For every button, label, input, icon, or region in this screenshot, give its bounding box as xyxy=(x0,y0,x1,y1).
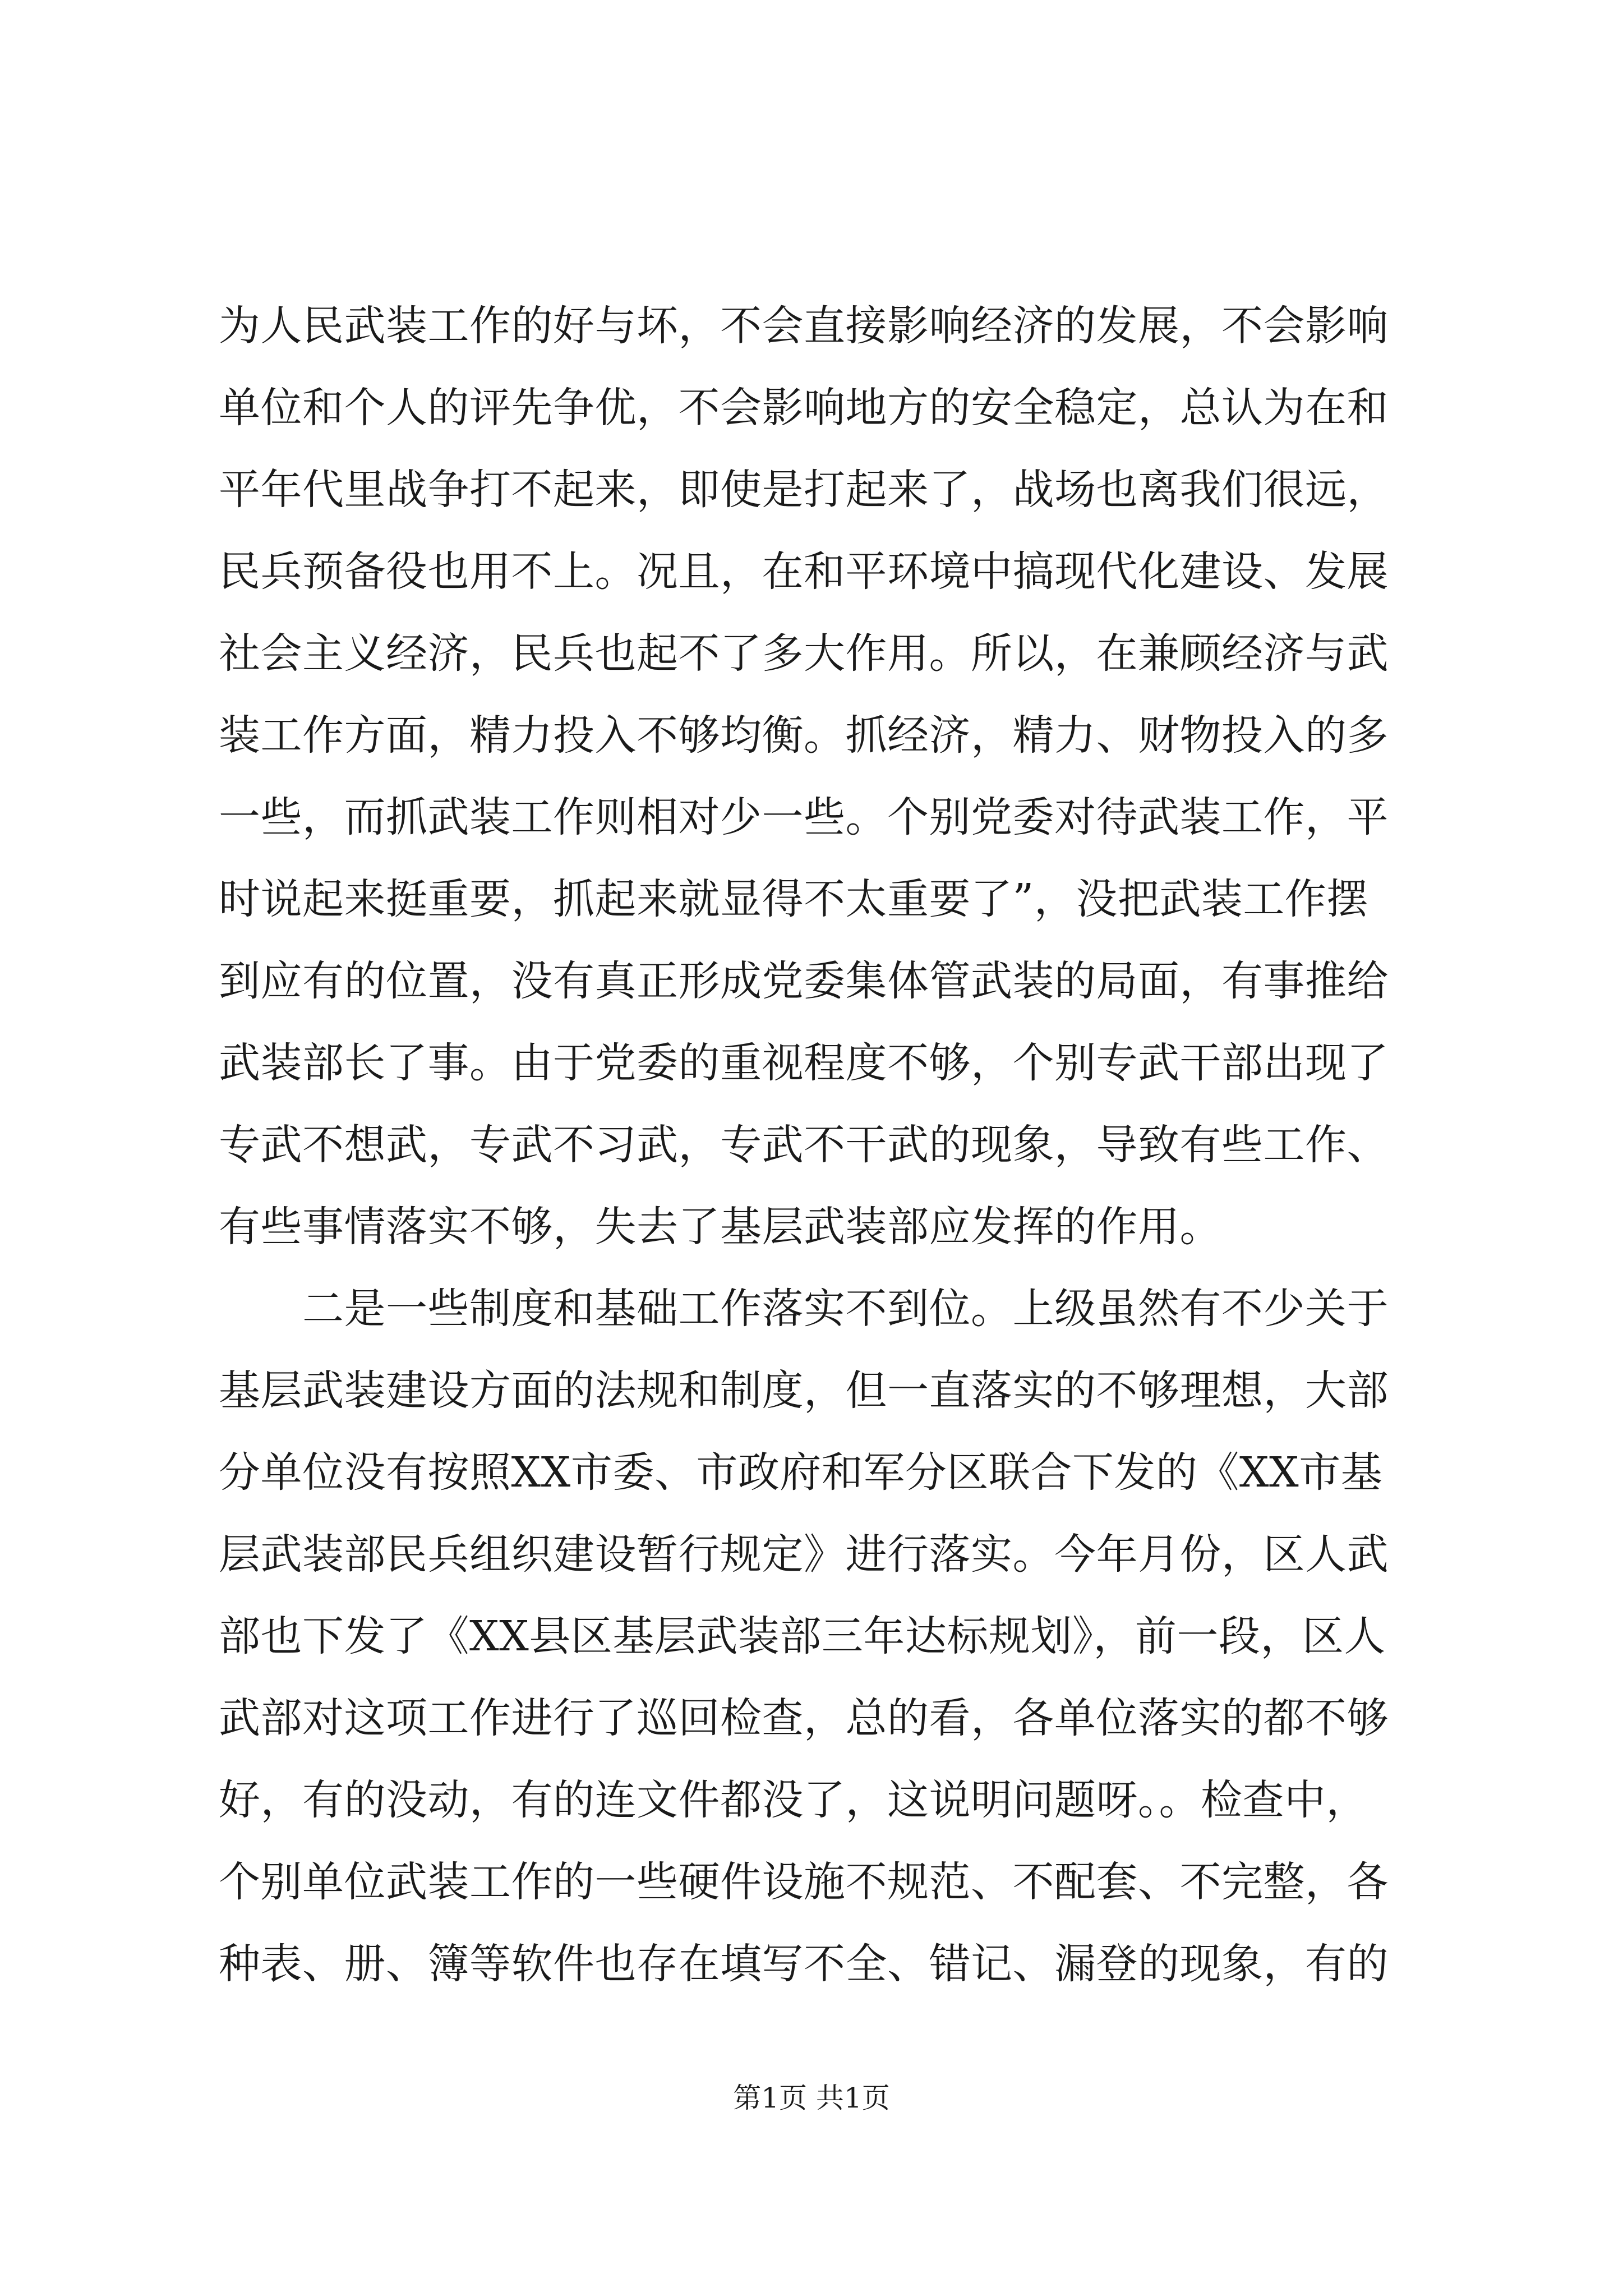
text-line: 为人民武装工作的好与坏，不会直接影响经济的发展，不会影响 xyxy=(219,302,1389,350)
text-line: 一些，而抓武装工作则相对少一些。个别党委对待武装工作，平 xyxy=(219,793,1389,841)
text-line: 种表、册、簿等软件也存在填写不全、错记、漏登的现象，有的 xyxy=(219,1940,1389,1988)
text-line: 民兵预备役也用不上。况且，在和平环境中搞现代化建设、发展 xyxy=(219,547,1389,596)
text-line: 个别单位武装工作的一些硬件设施不规范、不配套、不完整，各 xyxy=(219,1858,1389,1906)
text-line: 部也下发了《XX县区基层武装部三年达标规划》，前一段，区人 xyxy=(219,1612,1386,1660)
document-body xyxy=(219,285,1419,2005)
text-line: 分单位没有按照XX市委、市政府和军分区联合下发的《XX市基 xyxy=(219,1448,1383,1497)
text-line: 单位和个人的评先争优，不会影响地方的安全稳定，总认为在和 xyxy=(219,384,1389,432)
text-line: 装工作方面，精力投入不够均衡。抓经济，精力、财物投入的多 xyxy=(219,711,1389,760)
text-line: 武部对这项工作进行了巡回检查，总的看，各单位落实的都不够 xyxy=(219,1694,1389,1742)
text-line: 到应有的位置，没有真正形成党委集体管武装的局面，有事推给 xyxy=(219,957,1389,1005)
text-line: 好，有的没动，有的连文件都没了，这说明问题呀。。检查中， xyxy=(219,1776,1368,1824)
text-line: 时说起来挺重要，抓起来就显得不太重要了”，没把武装工作摆 xyxy=(219,875,1368,923)
text-line: 有些事情落实不够，失去了基层武装部应发挥的作用。 xyxy=(219,1203,1221,1251)
page-footer: 第1页 共1页 xyxy=(733,2082,890,2114)
text-line: 平年代里战争打不起来，即使是打起来了，战场也离我们很远， xyxy=(219,466,1389,514)
text-line: 武装部长了事。由于党委的重视程度不够，个别专武干部出现了 xyxy=(219,1039,1389,1087)
paragraph-start-line: 二是一些制度和基础工作落实不到位。上级虽然有不少关于 xyxy=(219,1285,1389,1333)
text-line: 基层武装建设方面的法规和制度，但一直落实的不够理想，大部 xyxy=(219,1366,1389,1415)
text-line: 社会主义经济，民兵也起不了多大作用。所以，在兼顾经济与武 xyxy=(219,629,1389,678)
text-line: 层武装部民兵组织建设暂行规定》进行落实。今年月份，区人武 xyxy=(219,1530,1389,1579)
text-line: 专武不想武，专武不习武，专武不干武的现象，导致有些工作、 xyxy=(219,1121,1389,1169)
